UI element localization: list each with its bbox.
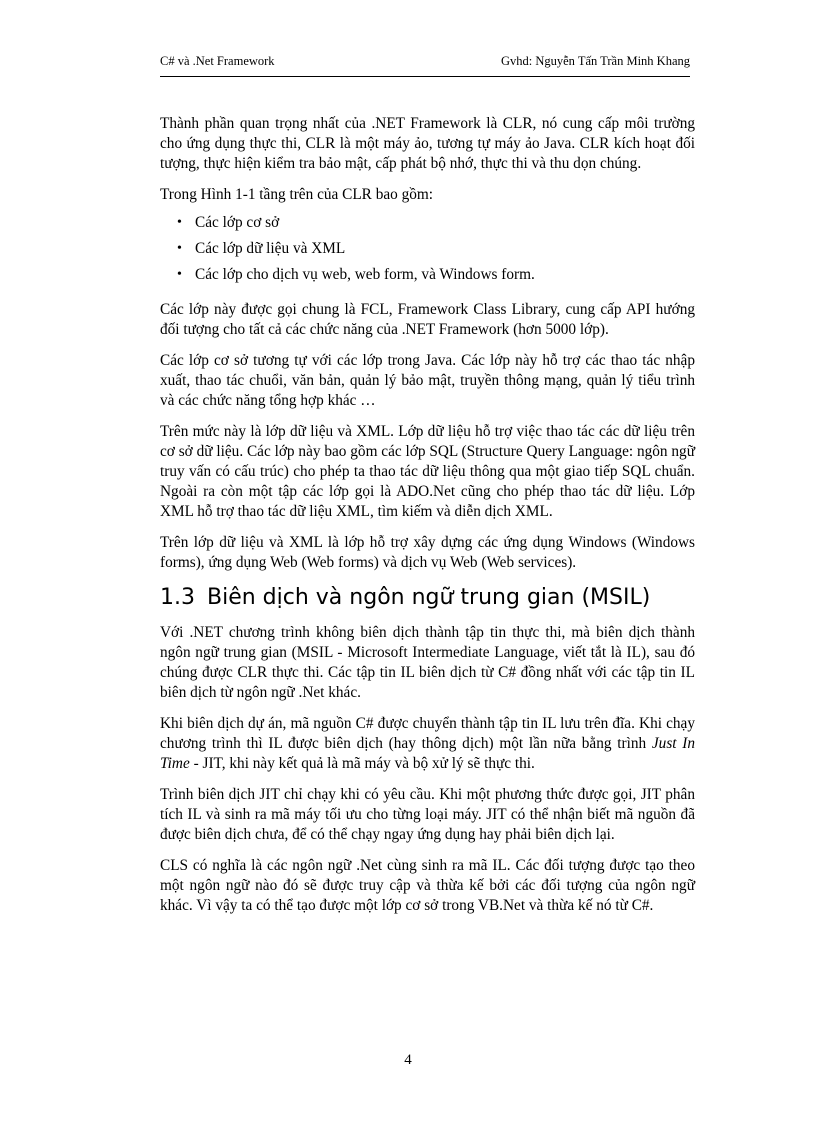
text-run: Khi biên dịch dự án, mã nguồn C# được chuyển thành tập tin IL lưu trên đĩa. Khi chạy chương trình thì IL được biên dịch (hay thông dịch) một lần nữa bằng trình bbox=[160, 715, 695, 752]
italic-term: Just In Time bbox=[160, 735, 695, 772]
paragraph: Trong Hình 1-1 tầng trên của CLR bao gồm: bbox=[160, 186, 434, 203]
page-number: 4 bbox=[404, 1052, 412, 1068]
paragraph: Trình biên dịch JIT chỉ chạy khi có yêu cầu. Khi một phương thức được gọi, JIT phân tích IL và sinh ra mã máy tối ưu cho từng loại máy. JIT có thể nhận biết mã nguồn đã được biên dịch chưa, để có thể chạy ngay ứng dụng hay phải biên dịch lại. bbox=[160, 786, 695, 843]
header-left: C# và .Net Framework bbox=[160, 54, 275, 68]
list-item: • Các lớp cho dịch vụ web, web form, và Windows form. bbox=[195, 262, 695, 288]
bullet-list bbox=[160, 210, 695, 288]
list-item: • Các lớp dữ liệu và XML bbox=[195, 236, 695, 262]
paragraph: Với .NET chương trình không biên dịch thành tập tin thực thi, mà biên dịch thành ngôn ngữ trung gian (MSIL - Microsoft Intermediate Language, viết tắt là IL), sau đó chúng được CLR thực thi. Các tập tin IL biên dịch từ C# đồng nhất với các tập tin IL biên dịch từ ngôn ngữ .Net khác. bbox=[160, 624, 695, 701]
section-heading bbox=[160, 584, 695, 612]
paragraph: Các lớp này được gọi chung là FCL, Framework Class Library, cung cấp API hướng đối tượng cho tất cả các chức năng của .NET Framework (hơn 5000 lớp). bbox=[160, 301, 695, 338]
section-number: 1.3 bbox=[160, 585, 195, 610]
paragraph: Thành phần quan trọng nhất của .NET Framework là CLR, nó cung cấp môi trường cho ứng dụng thực thi, CLR là một máy ảo, tương tự máy ảo Java. CLR kích hoạt đối tượng, thực hiện kiểm tra bảo mật, cấp phát bộ nhớ, thực thi và thu dọn chúng. bbox=[160, 115, 695, 172]
paragraph: Các lớp cơ sở tương tự với các lớp trong Java. Các lớp này hỗ trợ các thao tác nhập xuất, thao tác chuổi, văn bản, quản lý bảo mật, truyền thông mạng, quản lý tiểu trình và các chức năng tổng hợp khác … bbox=[160, 352, 695, 409]
section-title: Biên dịch và ngôn ngữ trung gian (MSIL) bbox=[207, 585, 651, 610]
page-content bbox=[160, 114, 695, 927]
list-item: • Các lớp cơ sở bbox=[195, 210, 695, 236]
text-run: - JIT, khi này kết quả là mã máy và bộ xử lý sẽ thực thi. bbox=[189, 755, 535, 772]
paragraph bbox=[160, 714, 695, 774]
header-rule bbox=[160, 76, 690, 77]
paragraph: Trên mức này là lớp dữ liệu và XML. Lớp dữ liệu hỗ trợ việc thao tác các dữ liệu trên cơ sở dữ liệu. Các lớp này bao gồm các lớp SQL (Structure Query Language: ngôn ngữ truy vấn có cấu trúc) cho phép ta thao tác dữ liệu thông qua một giao tiếp SQL chuẩn. Ngoài ra còn một tập các lớp gọi là ADO.Net cũng cho phép thao tác dữ liệu. Lớp XML hỗ trợ thao tác dữ liệu XML, tìm kiếm và diễn dịch XML. bbox=[160, 423, 695, 520]
paragraph: Trên lớp dữ liệu và XML là lớp hỗ trợ xây dựng các ứng dụng Windows (Windows forms), ứng dụng Web (Web forms) và dịch vụ Web (Web services). bbox=[160, 534, 695, 571]
header-right: Gvhd: Nguyễn Tấn Trần Minh Khang bbox=[500, 54, 690, 68]
paragraph: CLS có nghĩa là các ngôn ngữ .Net cùng sinh ra mã IL. Các đối tượng được tạo theo một ngôn ngữ nào đó sẽ được truy cập và thừa kế bởi các đối tượng của ngôn ngữ khác. Vì vậy ta có thể tạo được một lớp cơ sở trong VB.Net và thừa kế nó từ C#. bbox=[160, 857, 695, 914]
running-header bbox=[160, 54, 690, 69]
